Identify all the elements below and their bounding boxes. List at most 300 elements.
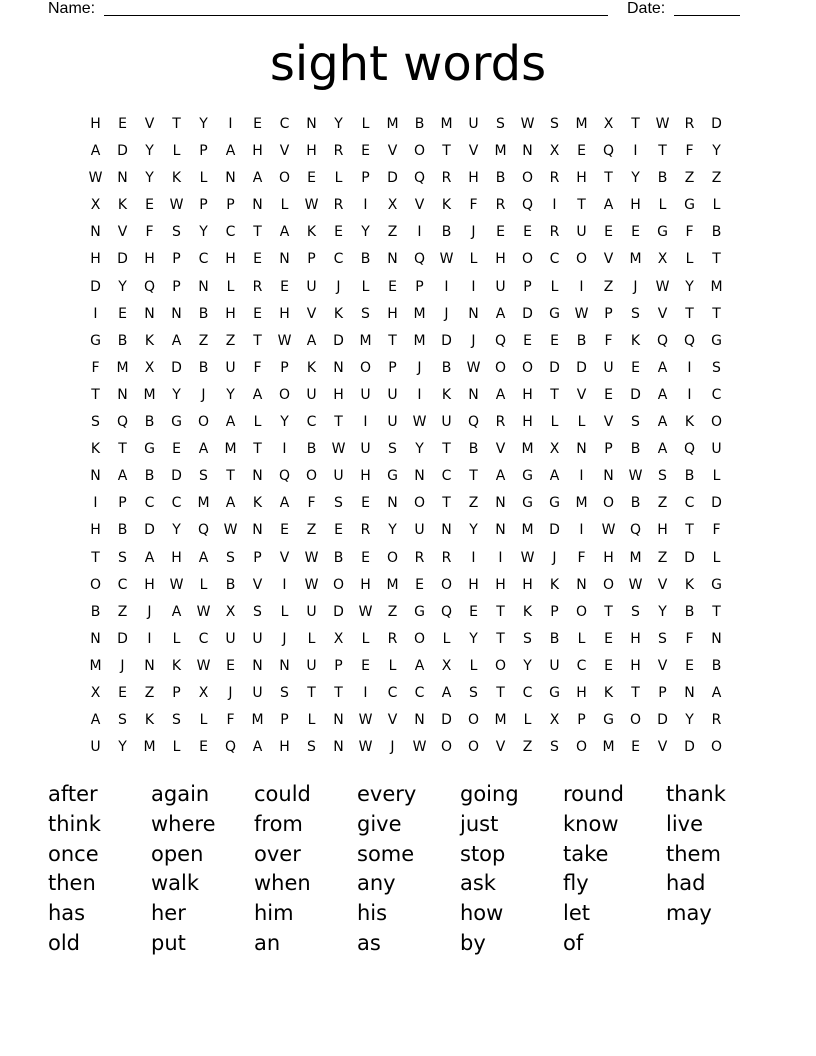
grid-letter: A <box>117 468 128 485</box>
word-bank-item: could <box>254 782 311 806</box>
word-bank-item: just <box>460 811 499 836</box>
grid-letter: G <box>657 224 668 241</box>
grid-letter: C <box>279 116 290 132</box>
grid-letter: I <box>552 197 557 214</box>
word-bank-item: from <box>254 811 303 836</box>
grid-letter: L <box>361 630 370 647</box>
grid-letter: W <box>466 359 481 376</box>
grid-letter: I <box>93 495 98 512</box>
grid-letter: V <box>657 657 668 674</box>
grid-letter: C <box>522 684 533 701</box>
grid-letter: N <box>414 712 425 729</box>
grid-letter: Z <box>522 739 533 756</box>
grid-letter: L <box>280 603 289 620</box>
grid-letter: E <box>361 549 370 566</box>
grid-letter: X <box>198 684 209 701</box>
grid-letter: N <box>603 468 614 485</box>
word-bank-item: live <box>666 811 704 836</box>
grid-letter: T <box>334 684 343 701</box>
word-bank <box>48 780 769 959</box>
grid-letter: Q <box>116 414 129 431</box>
grid-letter: W <box>358 603 373 620</box>
grid-letter: M <box>575 116 588 132</box>
word-bank-item: old <box>48 930 81 955</box>
grid-letter: M <box>575 495 588 512</box>
grid-letter: E <box>253 116 262 132</box>
grid-letter: V <box>144 116 155 132</box>
grid-letter: P <box>577 712 586 729</box>
grid-letter: K <box>441 197 452 214</box>
word-bank-item: how <box>460 901 504 926</box>
grid-letter: W <box>358 739 373 756</box>
grid-letter: E <box>577 143 586 160</box>
grid-letter: Y <box>199 224 208 241</box>
grid-letter: O <box>494 359 507 376</box>
grid-letter: L <box>388 657 397 674</box>
grid-letter: O <box>521 359 534 376</box>
grid-letter: M <box>413 332 426 349</box>
grid-letter: X <box>225 603 236 620</box>
grid-letter: Y <box>172 522 181 539</box>
grid-letter: Y <box>523 657 532 674</box>
grid-letter: A <box>90 712 101 729</box>
grid-letter: W <box>439 251 454 268</box>
grid-letter: E <box>604 630 613 647</box>
grid-letter: B <box>90 603 101 620</box>
grid-letter: X <box>90 197 101 214</box>
grid-letter: V <box>468 143 479 160</box>
grid-letter: B <box>117 332 128 349</box>
grid-letter: N <box>171 305 182 322</box>
grid-letter: W <box>628 468 643 485</box>
grid-letter: B <box>144 414 155 431</box>
grid-letter: L <box>334 170 343 187</box>
grid-letter: O <box>332 576 345 593</box>
grid-letter: O <box>89 576 102 593</box>
grid-letter: A <box>252 170 263 187</box>
grid-letter: U <box>468 116 479 132</box>
grid-letter: F <box>685 224 694 241</box>
grid-letter: H <box>225 251 236 268</box>
grid-letter: B <box>306 441 317 458</box>
grid-letter: Y <box>145 170 154 187</box>
grid-letter: P <box>172 251 181 268</box>
grid-letter: K <box>549 576 560 593</box>
grid-letter: Y <box>280 414 289 431</box>
grid-letter: E <box>496 224 505 241</box>
grid-letter: D <box>171 468 182 485</box>
grid-letter: V <box>252 576 263 593</box>
grid-letter: P <box>307 251 316 268</box>
grid-letter: B <box>198 305 209 322</box>
grid-letter: F <box>469 197 478 214</box>
grid-letter: A <box>171 332 182 349</box>
grid-letter: K <box>144 712 155 729</box>
grid-letter: B <box>495 170 506 187</box>
word-bank-item: her <box>151 901 186 926</box>
grid-letter: U <box>252 630 263 647</box>
grid-letter: Z <box>603 278 614 295</box>
grid-letter: N <box>468 386 479 403</box>
grid-letter: U <box>90 739 101 756</box>
grid-letter: I <box>147 630 152 647</box>
grid-letter: L <box>577 414 586 431</box>
grid-letter: K <box>171 657 182 674</box>
grid-letter: T <box>469 468 478 485</box>
grid-letter: N <box>522 143 533 160</box>
grid-letter: F <box>91 359 100 376</box>
word-bank-item: of <box>563 930 584 955</box>
grid-letter: U <box>711 441 722 458</box>
grid-letter: G <box>603 712 614 729</box>
grid-letter: V <box>495 441 506 458</box>
grid-letter: K <box>171 170 182 187</box>
grid-letter: C <box>171 495 182 512</box>
grid-letter: L <box>577 630 586 647</box>
grid-letter: A <box>441 684 452 701</box>
grid-letter: F <box>685 630 694 647</box>
grid-letter: K <box>252 495 263 512</box>
word-bank-item: put <box>151 930 186 955</box>
word-bank-item: over <box>254 841 301 866</box>
grid-letter: C <box>684 495 695 512</box>
grid-letter: G <box>549 495 560 512</box>
grid-letter: D <box>117 251 128 268</box>
grid-letter: C <box>198 630 209 647</box>
grid-letter: T <box>442 495 451 512</box>
grid-letter: N <box>576 441 587 458</box>
grid-letter: E <box>253 251 262 268</box>
grid-letter: E <box>307 170 316 187</box>
grid-letter: B <box>684 468 695 485</box>
grid-letter: O <box>494 657 507 674</box>
grid-letter: H <box>333 386 344 403</box>
grid-letter: T <box>307 684 316 701</box>
grid-letter: P <box>550 603 559 620</box>
grid-letter: V <box>603 251 614 268</box>
grid-letter: F <box>226 712 235 729</box>
grid-letter: O <box>278 170 291 187</box>
grid-letter: J <box>471 332 476 349</box>
grid-letter: C <box>441 468 452 485</box>
grid-letter: N <box>252 522 263 539</box>
grid-letter: U <box>603 359 614 376</box>
grid-letter: D <box>90 278 101 295</box>
grid-letter: K <box>522 603 533 620</box>
grid-letter: J <box>282 630 287 647</box>
grid-letter: A <box>171 603 182 620</box>
grid-letter: L <box>712 549 721 566</box>
grid-letter: H <box>252 143 263 160</box>
grid-letter: B <box>360 251 371 268</box>
grid-letter: D <box>576 359 587 376</box>
date-blank-line[interactable] <box>674 15 740 16</box>
grid-letter: O <box>278 386 291 403</box>
grid-letter: S <box>91 414 100 431</box>
grid-letter: O <box>602 576 615 593</box>
grid-letter: C <box>414 684 425 701</box>
grid-letter: O <box>305 468 318 485</box>
grid-letter: J <box>201 386 206 403</box>
grid-letter: R <box>360 522 371 539</box>
grid-letter: H <box>630 657 641 674</box>
word-bank-item: after <box>48 782 98 806</box>
grid-letter: M <box>359 332 372 349</box>
grid-letter: A <box>279 495 290 512</box>
grid-letter: D <box>522 305 533 322</box>
date-label: Date: <box>627 0 666 17</box>
worksheet-header <box>0 0 816 20</box>
grid-letter: H <box>468 170 479 187</box>
grid-letter: B <box>198 359 209 376</box>
grid-letter: U <box>333 468 344 485</box>
grid-letter: Y <box>415 441 424 458</box>
grid-letter: T <box>226 468 235 485</box>
grid-letter: B <box>657 170 668 187</box>
grid-letter: H <box>522 386 533 403</box>
grid-letter: S <box>307 739 316 756</box>
grid-letter: U <box>387 386 398 403</box>
grid-letter: Z <box>657 495 668 512</box>
grid-letter: S <box>199 468 208 485</box>
grid-letter: E <box>550 332 559 349</box>
grid-letter: W <box>601 522 616 539</box>
grid-letter: P <box>280 712 289 729</box>
grid-letter: X <box>549 441 560 458</box>
grid-letter: H <box>387 305 398 322</box>
grid-letter: S <box>550 116 559 132</box>
grid-letter: A <box>657 386 668 403</box>
grid-letter: S <box>118 712 127 729</box>
grid-letter: B <box>630 495 641 512</box>
grid-letter: O <box>359 359 372 376</box>
grid-letter: A <box>225 495 236 512</box>
grid-letter: Y <box>388 522 397 539</box>
grid-letter: S <box>334 495 343 512</box>
grid-letter: C <box>306 414 317 431</box>
grid-letter: O <box>521 251 534 268</box>
name-blank-line[interactable] <box>104 15 608 16</box>
grid-letter: G <box>549 305 560 322</box>
grid-letter: B <box>549 630 560 647</box>
grid-letter: N <box>117 386 128 403</box>
grid-letter: D <box>441 712 452 729</box>
grid-letter: W <box>196 603 211 620</box>
word-search-grid <box>82 111 730 761</box>
grid-letter: M <box>602 739 615 756</box>
grid-letter: S <box>118 549 127 566</box>
grid-letter: S <box>631 414 640 431</box>
grid-letter: A <box>306 332 317 349</box>
grid-letter: E <box>253 305 262 322</box>
grid-letter: G <box>90 332 101 349</box>
grid-letter: Z <box>711 170 722 187</box>
word-bank-item: then <box>48 871 96 896</box>
grid-letter: A <box>279 224 290 241</box>
grid-letter: N <box>387 251 398 268</box>
grid-letter: H <box>279 305 290 322</box>
grid-letter: E <box>523 332 532 349</box>
grid-letter: Q <box>521 197 534 214</box>
grid-letter: A <box>414 657 425 674</box>
grid-letter: C <box>576 657 587 674</box>
grid-letter: T <box>253 224 262 241</box>
grid-letter: C <box>225 224 236 241</box>
grid-letter: K <box>306 224 317 241</box>
grid-letter: I <box>282 441 287 458</box>
grid-letter: B <box>144 468 155 485</box>
grid-letter: X <box>549 712 560 729</box>
grid-letter: H <box>90 522 101 539</box>
grid-letter: R <box>684 116 695 132</box>
grid-letter: B <box>684 603 695 620</box>
grid-letter: U <box>225 359 236 376</box>
grid-letter: I <box>471 278 476 295</box>
grid-letter: G <box>711 576 722 593</box>
grid-letter: Q <box>143 278 156 295</box>
grid-letter: H <box>90 116 101 132</box>
grid-letter: I <box>687 386 692 403</box>
grid-letter: H <box>576 170 587 187</box>
grid-letter: S <box>172 712 181 729</box>
grid-letter: L <box>253 414 262 431</box>
grid-letter: T <box>712 305 721 322</box>
grid-letter: S <box>631 603 640 620</box>
grid-letter: D <box>171 359 182 376</box>
grid-letter: B <box>117 522 128 539</box>
grid-letter: C <box>549 251 560 268</box>
grid-letter: Y <box>334 116 343 132</box>
grid-letter: Q <box>278 468 291 485</box>
grid-letter: W <box>655 278 670 295</box>
grid-letter: Y <box>172 386 181 403</box>
grid-letter: S <box>496 116 505 132</box>
grid-letter: X <box>657 251 668 268</box>
grid-letter: K <box>684 576 695 593</box>
grid-letter: I <box>579 278 584 295</box>
grid-letter: R <box>441 170 452 187</box>
word-bank-item: may <box>666 901 712 926</box>
word-bank-item: when <box>254 871 311 896</box>
grid-letter: E <box>469 603 478 620</box>
grid-letter: V <box>279 549 290 566</box>
word-bank-item: stop <box>460 841 506 866</box>
grid-letter: W <box>628 576 643 593</box>
grid-letter: I <box>579 522 584 539</box>
grid-letter: T <box>658 143 667 160</box>
grid-letter: H <box>360 576 371 593</box>
grid-letter: L <box>550 278 559 295</box>
grid-letter: A <box>144 549 155 566</box>
grid-letter: N <box>495 522 506 539</box>
grid-letter: L <box>523 712 532 729</box>
grid-letter: N <box>90 468 101 485</box>
grid-letter: S <box>658 468 667 485</box>
grid-letter: U <box>306 278 317 295</box>
grid-letter: W <box>277 332 292 349</box>
grid-letter: U <box>441 414 452 431</box>
grid-letter: L <box>226 278 235 295</box>
grid-letter: P <box>226 197 235 214</box>
grid-letter: M <box>386 576 399 593</box>
grid-letter: O <box>629 712 642 729</box>
grid-letter: T <box>253 441 262 458</box>
grid-letter: D <box>117 630 128 647</box>
grid-letter: P <box>253 549 262 566</box>
grid-letter: S <box>550 739 559 756</box>
word-bank-item: as <box>357 930 381 955</box>
grid-letter: Q <box>656 332 669 349</box>
grid-letter: M <box>440 116 453 132</box>
grid-letter: Y <box>199 116 208 132</box>
grid-letter: C <box>144 495 155 512</box>
grid-letter: D <box>630 386 641 403</box>
grid-letter: T <box>631 684 640 701</box>
grid-letter: M <box>710 278 723 295</box>
grid-letter: G <box>387 468 398 485</box>
grid-letter: N <box>117 170 128 187</box>
grid-letter: H <box>495 251 506 268</box>
grid-letter: V <box>414 197 425 214</box>
grid-letter: X <box>90 684 101 701</box>
grid-letter: C <box>198 251 209 268</box>
grid-letter: O <box>575 603 588 620</box>
grid-letter: I <box>363 197 368 214</box>
grid-letter: L <box>199 170 208 187</box>
grid-letter: P <box>199 197 208 214</box>
grid-letter: F <box>253 359 262 376</box>
grid-letter: H <box>657 522 668 539</box>
grid-letter: T <box>334 414 343 431</box>
grid-letter: T <box>91 386 100 403</box>
grid-letter: A <box>90 143 101 160</box>
grid-letter: A <box>603 197 614 214</box>
grid-letter: M <box>89 657 102 674</box>
grid-letter: W <box>412 414 427 431</box>
grid-letter: B <box>711 224 722 241</box>
grid-letter: Z <box>144 684 155 701</box>
grid-letter: Y <box>712 143 721 160</box>
grid-letter: G <box>684 197 695 214</box>
grid-letter: R <box>252 278 263 295</box>
grid-letter: L <box>442 630 451 647</box>
grid-letter: Z <box>387 224 398 241</box>
grid-letter: M <box>629 549 642 566</box>
word-bank-item: know <box>563 811 619 836</box>
grid-letter: U <box>414 522 425 539</box>
grid-letter: W <box>223 522 238 539</box>
word-bank-item: open <box>151 841 204 866</box>
grid-letter: D <box>657 712 668 729</box>
grid-letter: H <box>630 630 641 647</box>
grid-letter: O <box>413 630 426 647</box>
grid-letter: N <box>441 522 452 539</box>
grid-letter: W <box>304 549 319 566</box>
grid-letter: A <box>549 468 560 485</box>
grid-letter: K <box>630 332 641 349</box>
grid-letter: B <box>630 441 641 458</box>
grid-letter: S <box>712 359 721 376</box>
grid-letter: Z <box>225 332 236 349</box>
grid-letter: J <box>552 549 557 566</box>
grid-letter: W <box>304 197 319 214</box>
word-bank-item: by <box>460 930 486 955</box>
grid-letter: H <box>495 576 506 593</box>
grid-letter: A <box>657 414 668 431</box>
grid-letter: D <box>549 522 560 539</box>
grid-letter: N <box>90 630 101 647</box>
grid-letter: G <box>171 414 182 431</box>
